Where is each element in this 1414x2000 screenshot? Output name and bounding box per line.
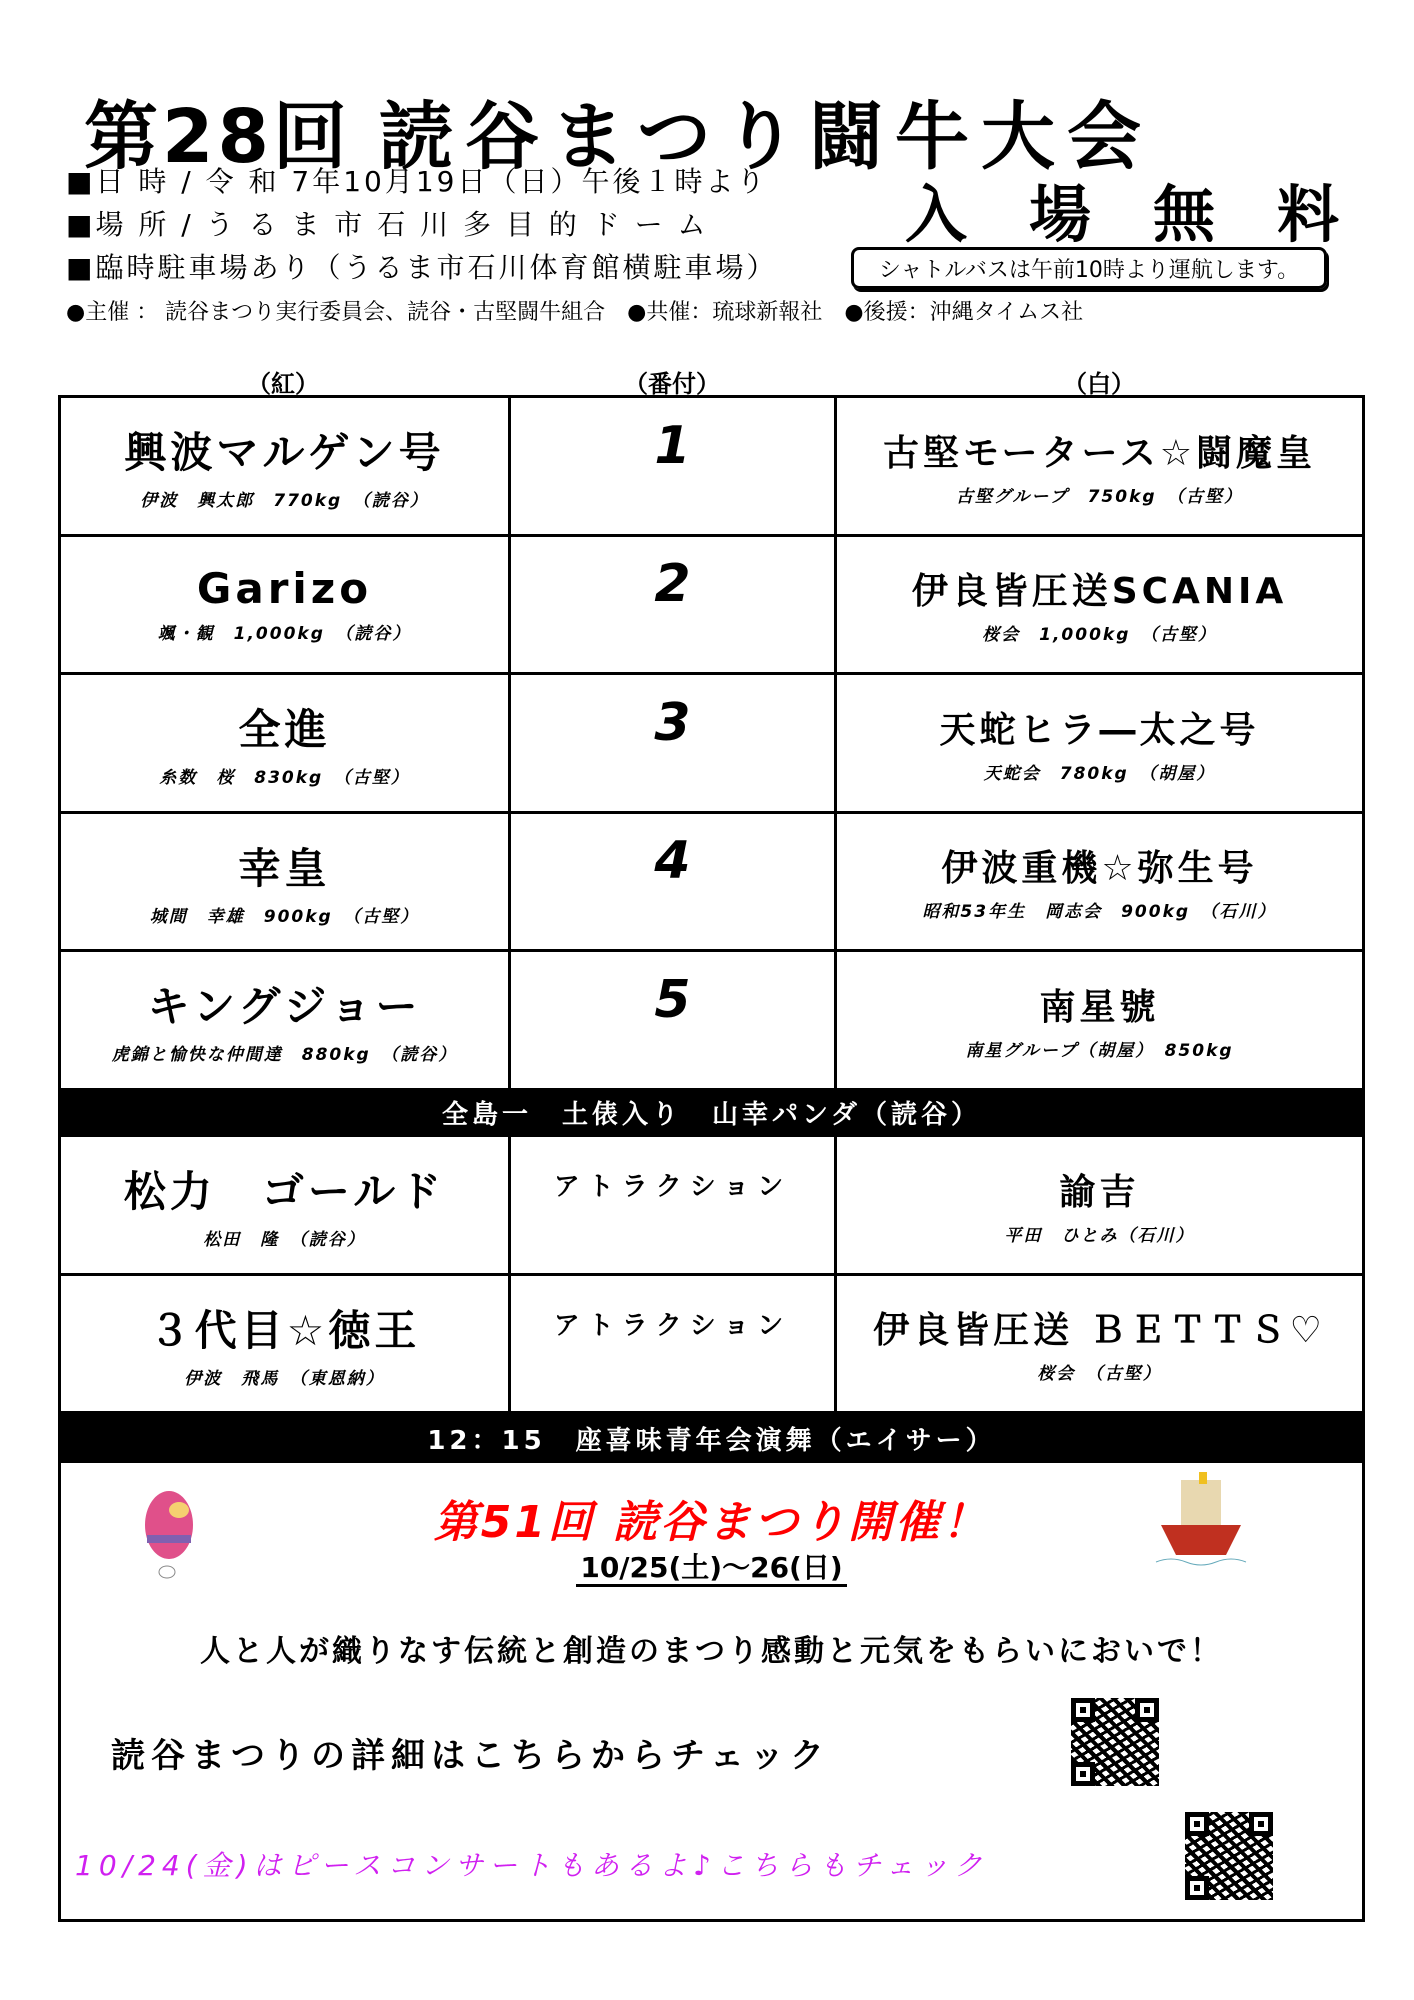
peace-concert-text: 10/24(金)はピースコンサートもあるよ♪こちらもチェック bbox=[75, 1849, 989, 1882]
attraction-row bbox=[61, 1137, 1362, 1276]
bout-number: 3 bbox=[654, 692, 691, 753]
red-bull-name: 興波マルゲン号 bbox=[124, 428, 445, 478]
white-bull-owner: 昭和53年生 岡志会 900kg （石川） bbox=[922, 902, 1277, 923]
white-bull-owner: 天蛇会 780kg （胡屋） bbox=[983, 763, 1216, 784]
festival-title: 第51回 読谷まつり開催！ bbox=[433, 1497, 990, 1548]
order-cell bbox=[511, 1137, 837, 1273]
festival-dates-text: 10/25(土)～26(日) bbox=[576, 1551, 846, 1587]
shuttle-notice: シャトルバスは午前10時より運航します。 bbox=[851, 247, 1327, 289]
bout-row bbox=[61, 814, 1362, 953]
bout-row bbox=[61, 675, 1362, 814]
white-bull-cell bbox=[837, 814, 1362, 950]
attraction-label: アトラクション bbox=[553, 1310, 792, 1341]
white-bull-name: 伊良皆圧送 ＢＥＴＴＳ♡ bbox=[873, 1310, 1326, 1352]
info-datetime: ■日 時 / 令 和 7年10月19日（日）午後１時より bbox=[66, 165, 768, 198]
red-bull-owner: 糸数 桜 830kg （古堅） bbox=[159, 768, 410, 789]
red-bull-owner: 城間 幸雄 900kg （古堅） bbox=[149, 906, 420, 927]
white-bull-owner: 桜会 （古堅） bbox=[1037, 1364, 1162, 1385]
edition-label: 第28回 bbox=[84, 94, 351, 180]
red-bull-cell bbox=[61, 675, 511, 811]
white-bull-name: 南星號 bbox=[1039, 986, 1160, 1028]
bout-number: 5 bbox=[654, 969, 691, 1030]
red-bull-cell bbox=[61, 814, 511, 950]
attraction-row bbox=[61, 1276, 1362, 1415]
peace-concert-qr-code[interactable] bbox=[1185, 1812, 1273, 1900]
white-bull-owner: 古堅グループ 750kg （古堅） bbox=[955, 486, 1244, 507]
column-header-order: （番付） bbox=[624, 370, 720, 398]
white-bull-cell bbox=[837, 1137, 1362, 1273]
bout-row bbox=[61, 398, 1362, 537]
red-bull-cell bbox=[61, 952, 511, 1088]
red-bull-cell bbox=[61, 398, 511, 534]
order-cell bbox=[511, 675, 837, 811]
red-bull-owner: 虎錦と愉快な仲間達 880kg （読谷） bbox=[111, 1045, 458, 1066]
white-bull-cell bbox=[837, 1276, 1362, 1412]
white-bull-cell bbox=[837, 398, 1362, 534]
info-parking: ■臨時駐車場あり（うるま市石川体育館横駐車場） bbox=[66, 251, 778, 284]
sponsors: ●主催 ： 読谷まつり実行委員会、読谷・古堅闘牛組合 ●共催：琉球新報社 ●後援：沖縄タイムス社 bbox=[66, 300, 1084, 325]
column-header-red: （紅） bbox=[247, 370, 319, 398]
order-cell bbox=[511, 814, 837, 950]
bout-number: 1 bbox=[654, 415, 691, 476]
red-bull-name: ３代目☆徳王 bbox=[148, 1305, 421, 1355]
white-bull-name: 伊波重機☆弥生号 bbox=[941, 848, 1258, 890]
red-bull-owner: 伊波 興太郎 770kg （読谷） bbox=[140, 491, 429, 512]
bout-table bbox=[58, 395, 1365, 1922]
white-bull-owner: 平田 ひとみ（石川） bbox=[1004, 1225, 1195, 1246]
red-bull-name: Garizo bbox=[196, 564, 373, 614]
column-header-white: （白） bbox=[1063, 370, 1135, 398]
red-bull-cell bbox=[61, 1276, 511, 1412]
red-bull-name: 松力 ゴールド bbox=[123, 1167, 446, 1217]
festival-section bbox=[61, 1466, 1362, 1919]
performance-bar: 12：15 座喜味青年会演舞（エイサー） bbox=[61, 1414, 1362, 1463]
white-bull-name: 古堅モータース☆闘魔皇 bbox=[882, 432, 1317, 474]
white-bull-name: 諭吉 bbox=[1059, 1171, 1140, 1213]
white-bull-owner: 桜会 1,000kg （古堅） bbox=[982, 625, 1217, 646]
white-bull-name: 伊良皆圧送SCANIA bbox=[911, 571, 1288, 613]
white-bull-owner: 南星グループ（胡屋） 850kg bbox=[965, 1040, 1234, 1061]
white-bull-name: 天蛇ヒラ―太之号 bbox=[939, 709, 1260, 751]
red-bull-cell bbox=[61, 537, 511, 673]
festival-detail-text: 読谷まつりの詳細はこちらからチェック bbox=[111, 1736, 830, 1776]
festival-dates bbox=[61, 1546, 1362, 1586]
order-cell bbox=[511, 952, 837, 1088]
red-bull-cell bbox=[61, 1137, 511, 1273]
white-bull-cell bbox=[837, 675, 1362, 811]
red-bull-name: キングジョー bbox=[147, 982, 422, 1032]
white-bull-cell bbox=[837, 952, 1362, 1088]
festival-slogan: 人と人が織りなす伝統と創造のまつり感動と元気をもらいにおいで！ bbox=[200, 1634, 1223, 1669]
red-bull-owner: 松田 隆 （読谷） bbox=[203, 1230, 366, 1251]
white-bull-cell bbox=[837, 537, 1362, 673]
red-bull-owner: 颯・観 1,000kg （読谷） bbox=[157, 624, 412, 645]
red-bull-name: 全進 bbox=[238, 705, 331, 755]
order-cell bbox=[511, 537, 837, 673]
info-place: ■場 所 / う る ま 市 石 川 多 目 的 ド ー ム bbox=[66, 208, 709, 241]
red-bull-owner: 伊波 飛馬 （東恩納） bbox=[184, 1368, 385, 1389]
page-title: 読谷まつり闘牛大会 bbox=[379, 94, 1153, 180]
bout-row bbox=[61, 952, 1362, 1091]
festival-qr-code[interactable] bbox=[1071, 1698, 1159, 1786]
bout-number: 4 bbox=[654, 831, 691, 892]
order-cell bbox=[511, 398, 837, 534]
ring-entry-bar: 全島一 土俵入り 山幸パンダ（読谷） bbox=[61, 1088, 1362, 1137]
bout-row bbox=[61, 537, 1362, 676]
attraction-label: アトラクション bbox=[553, 1172, 792, 1203]
order-cell bbox=[511, 1276, 837, 1412]
free-admission: 入場無料 bbox=[905, 178, 1402, 251]
bout-number: 2 bbox=[654, 554, 691, 615]
red-bull-name: 幸皇 bbox=[238, 843, 331, 893]
